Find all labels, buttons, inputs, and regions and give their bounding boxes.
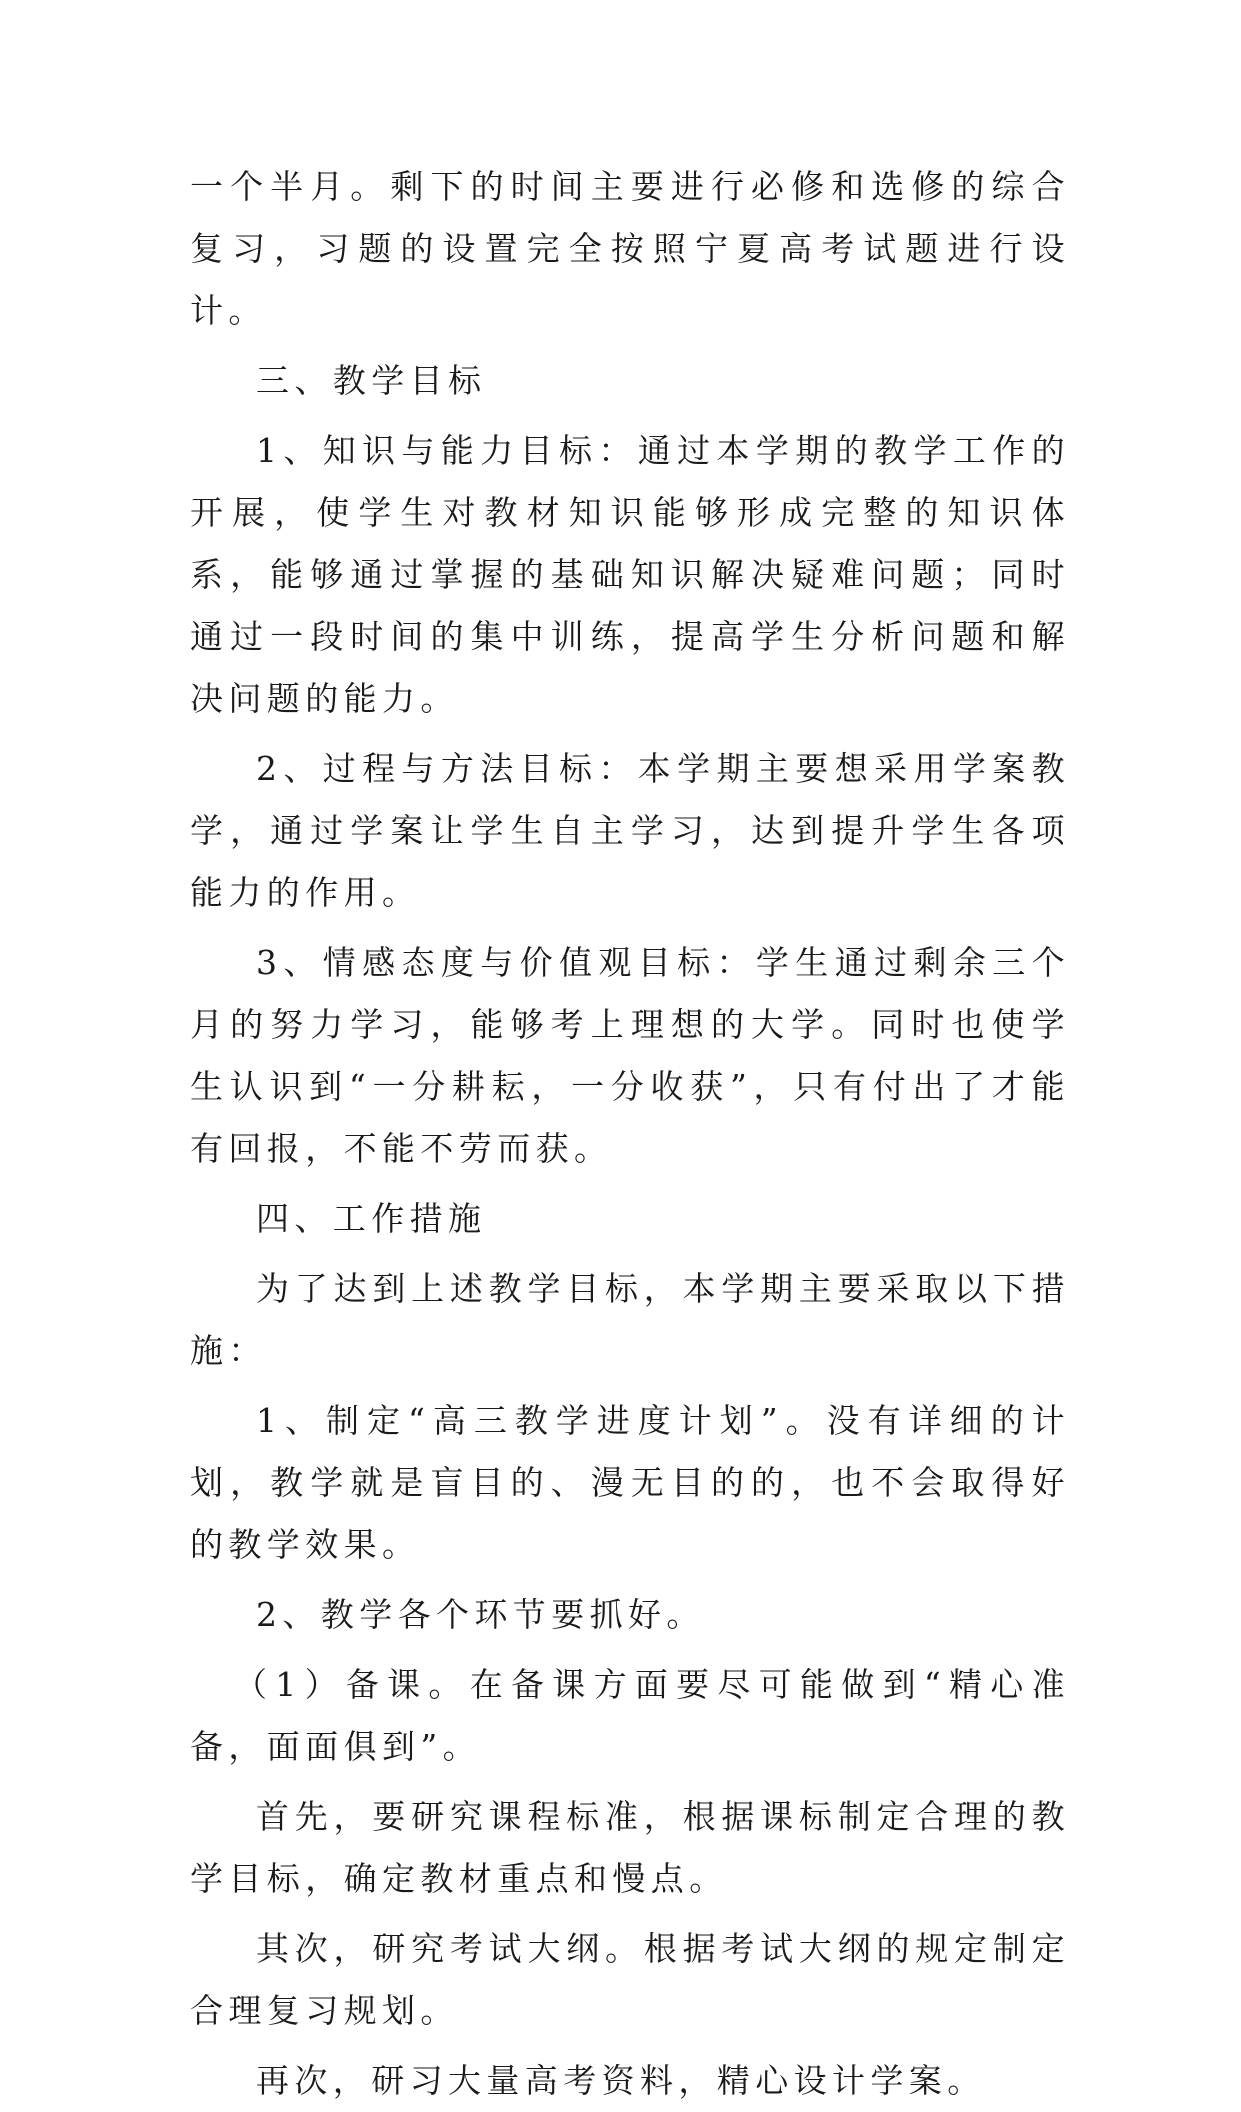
paragraph-second-step: 其次，研究考试大纲。根据考试大纲的规定制定合理复习规划。 [190, 1929, 1070, 2030]
document-body [190, 156, 1070, 2112]
paragraph-measure-plan: 1、制定“高三教学进度计划”。没有详细的计划，教学就是盲目的、漫无目的的，也不会取得好的教学效果。 [190, 1401, 1070, 1564]
paragraph-first-step: 首先，要研究课程标准，根据课标制定合理的教学目标，确定教材重点和慢点。 [190, 1797, 1070, 1898]
paragraph-lesson-prep: （1）备课。在备课方面要尽可能做到“精心准备，面面俱到”。 [190, 1665, 1070, 1766]
paragraph-knowledge-ability-goal: 1、知识与能力目标：通过本学期的教学工作的开展，使学生对教材知识能够形成完整的知识体系，能够通过掌握的基础知识解决疑难问题；同时通过一段时间的集中训练，提高学生分析问题和解决问题的能力。 [190, 431, 1070, 718]
paragraph-continuation: 一个半月。剩下的时间主要进行必修和选修的综合复习，习题的设置完全按照宁夏高考试题进行设计。 [190, 167, 1070, 330]
paragraph-measure-teaching-links: 2、教学各个环节要抓好。 [256, 1595, 705, 1634]
paragraph-process-method-goal: 2、过程与方法目标：本学期主要想采用学案教学，通过学案让学生自主学习，达到提升学生各项能力的作用。 [190, 749, 1070, 912]
section-heading-teaching-goals: 三、教学目标 [256, 361, 487, 400]
paragraph-third-step: 再次，研习大量高考资料，精心设计学案。 [256, 2061, 986, 2100]
paragraph-emotion-value-goal: 3、情感态度与价值观目标：学生通过剩余三个月的努力学习，能够考上理想的大学。同时也使学生认识到“一分耕耘，一分收获”，只有付出了才能有回报，不能不劳而获。 [190, 943, 1070, 1168]
paragraph-measures-intro: 为了达到上述教学目标，本学期主要采取以下措施： [190, 1269, 1070, 1370]
section-heading-work-measures: 四、工作措施 [256, 1199, 487, 1238]
